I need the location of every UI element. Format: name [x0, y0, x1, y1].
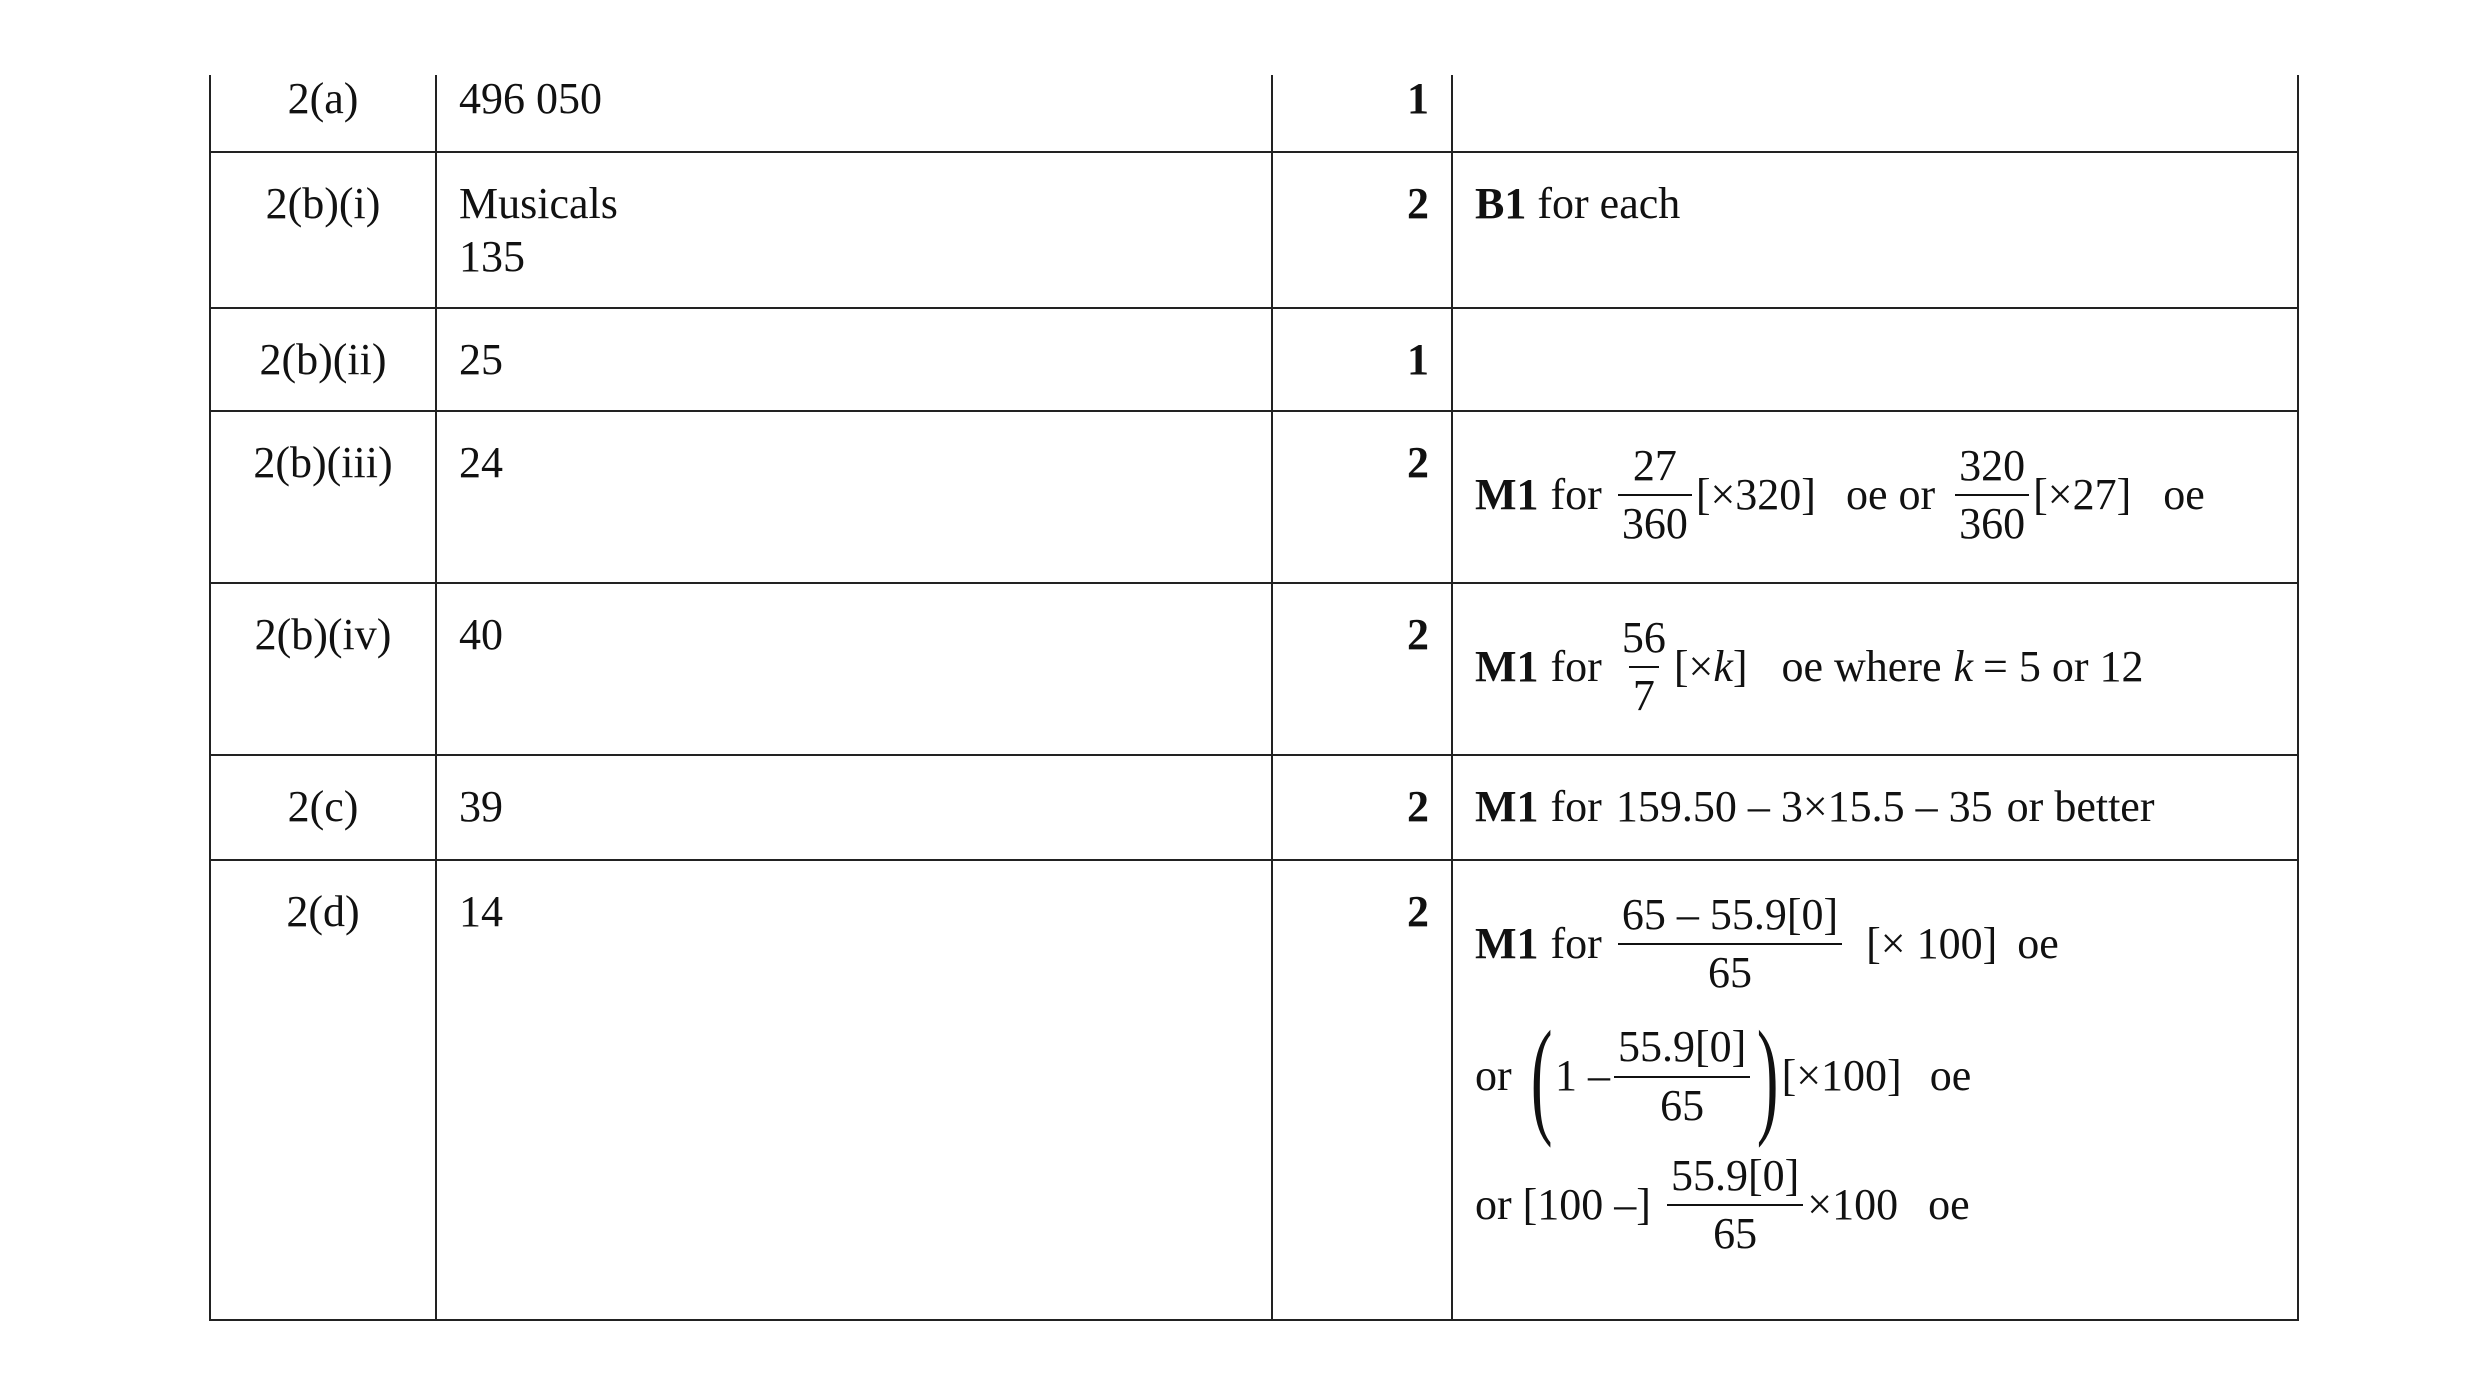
guidance-phrase: or [100 –] [1475, 1179, 1651, 1229]
marks-value: 2 [1407, 782, 1429, 831]
question-number [210, 860, 436, 1320]
marks-cell [1272, 152, 1452, 308]
fraction-numerator: 27 [1632, 441, 1677, 490]
guidance-formula [1475, 584, 2297, 721]
fraction [1955, 442, 2029, 549]
fraction-numerator: 320 [1959, 441, 2026, 490]
expression: 1 – [1554, 1051, 1610, 1101]
guidance-phrase: for [1550, 782, 1602, 831]
answer-line: 39 [459, 782, 503, 831]
multiplier-close: ] [1732, 641, 1748, 691]
fraction-denominator: 360 [1955, 494, 2029, 548]
marks-cell [1272, 308, 1452, 411]
marks-value: 2 [1407, 179, 1429, 228]
fraction [1618, 442, 1692, 549]
answer-line: 25 [459, 335, 503, 384]
marks-value: 1 [1407, 74, 1429, 123]
guidance-phrase: = 5 or 12 [1983, 641, 2144, 691]
mark-code: M1 [1475, 782, 1539, 831]
mark-code: M1 [1475, 469, 1539, 519]
multiplier: ×100 [1807, 1179, 1899, 1229]
guidance-phrase: for [1550, 641, 1602, 691]
guidance-phrase: for each [1537, 179, 1681, 228]
guidance-cell [1452, 583, 2298, 755]
guidance-phrase: oe [1929, 1051, 1972, 1101]
answer-cell [436, 583, 1272, 755]
guidance-cell [1452, 411, 2298, 583]
fraction-numerator: 55.9[0] [1670, 1150, 1800, 1200]
answer-line: Musicals [459, 179, 618, 228]
answer-line: 24 [459, 438, 503, 487]
question-number [210, 308, 436, 411]
guidance-text [1475, 153, 2297, 231]
guidance-cell [1452, 152, 2298, 308]
marks-cell [1272, 75, 1452, 152]
marks-cell [1272, 860, 1452, 1320]
question-number-text: 2(b)(iv) [254, 610, 392, 659]
guidance-formula [1475, 1142, 2297, 1259]
table-row [210, 411, 2298, 583]
table-row [210, 860, 2298, 1320]
answer-line: 496 050 [459, 74, 602, 123]
answer-line: 40 [459, 610, 503, 659]
answer-cell [436, 755, 1272, 860]
question-number [210, 755, 436, 860]
question-number-text: 2(c) [287, 782, 359, 831]
variable-k: k [1713, 641, 1733, 691]
multiplier: [×320] [1695, 469, 1816, 519]
guidance-phrase: oe [2017, 918, 2059, 968]
table-row [210, 583, 2298, 755]
guidance-formula [1475, 861, 2297, 998]
guidance-cell [1452, 860, 2298, 1320]
mark-scheme-table [209, 75, 2299, 1321]
question-number-text: 2(b)(ii) [259, 335, 387, 384]
fraction-denominator: 65 [1614, 1076, 1750, 1130]
guidance-phrase: or better [2006, 782, 2155, 831]
table-row [210, 755, 2298, 860]
fraction-denominator: 65 [1667, 1204, 1803, 1258]
variable-k: k [1953, 641, 1974, 691]
marks-value: 2 [1407, 610, 1429, 659]
guidance-phrase: for [1550, 469, 1602, 519]
fraction-denominator: 65 [1618, 943, 1842, 997]
guidance-cell [1452, 75, 2298, 152]
marks-cell [1272, 411, 1452, 583]
answer-line: 14 [459, 887, 503, 936]
marks-value: 1 [1407, 335, 1429, 384]
fraction-numerator: 56 [1621, 613, 1666, 662]
fraction [1614, 1023, 1750, 1130]
marks-value: 2 [1407, 438, 1429, 487]
left-parenthesis: ( [1530, 1004, 1553, 1149]
answer-cell [436, 152, 1272, 308]
guidance-formula [1475, 998, 2297, 1149]
table-row [210, 75, 2298, 152]
table-row [210, 308, 2298, 411]
answer-line: 135 [459, 231, 525, 281]
multiplier: [× 100] [1866, 918, 1998, 968]
marks-cell [1272, 755, 1452, 860]
mark-code: B1 [1475, 179, 1527, 228]
fraction-denominator: 7 [1629, 666, 1659, 720]
question-number [210, 583, 436, 755]
expression: 159.50 – 3×15.5 – 35 [1615, 782, 1993, 831]
fraction-numerator: 65 – 55.9[0] [1621, 890, 1839, 939]
question-number-text: 2(b)(i) [265, 179, 381, 228]
question-number [210, 411, 436, 583]
answer-cell [436, 860, 1272, 1320]
mark-code: M1 [1475, 641, 1539, 691]
fraction [1618, 614, 1670, 721]
question-number [210, 152, 436, 308]
multiplier-open: [× [1673, 641, 1714, 691]
answer-cell [436, 75, 1272, 152]
guidance-cell [1452, 308, 2298, 411]
right-parenthesis: ) [1757, 1004, 1779, 1149]
guidance-phrase: oe where [1781, 641, 1942, 691]
guidance-phrase: oe [1928, 1179, 1970, 1229]
multiplier: [×27] [2033, 469, 2132, 519]
fraction-numerator: 55.9[0] [1617, 1022, 1747, 1072]
question-number-text: 2(a) [287, 74, 359, 123]
fraction [1667, 1152, 1803, 1259]
fraction-denominator: 360 [1618, 494, 1692, 548]
answer-cell [436, 308, 1272, 411]
fraction [1618, 891, 1842, 998]
answer-cell [436, 411, 1272, 583]
guidance-phrase: for [1550, 918, 1602, 968]
question-number-text: 2(b)(iii) [253, 438, 393, 487]
guidance-cell [1452, 755, 2298, 860]
multiplier: [×100] [1781, 1051, 1902, 1101]
mark-code: M1 [1475, 918, 1539, 968]
marks-cell [1272, 583, 1452, 755]
table-row [210, 152, 2298, 308]
question-number [210, 75, 436, 152]
guidance-formula [1475, 756, 2297, 834]
guidance-formula [1475, 412, 2297, 549]
question-number-text: 2(d) [286, 887, 360, 936]
guidance-phrase: or [1475, 1051, 1512, 1101]
guidance-phrase: oe or [1845, 469, 1936, 519]
guidance-phrase: oe [2163, 469, 2205, 519]
marks-value: 2 [1407, 887, 1429, 936]
